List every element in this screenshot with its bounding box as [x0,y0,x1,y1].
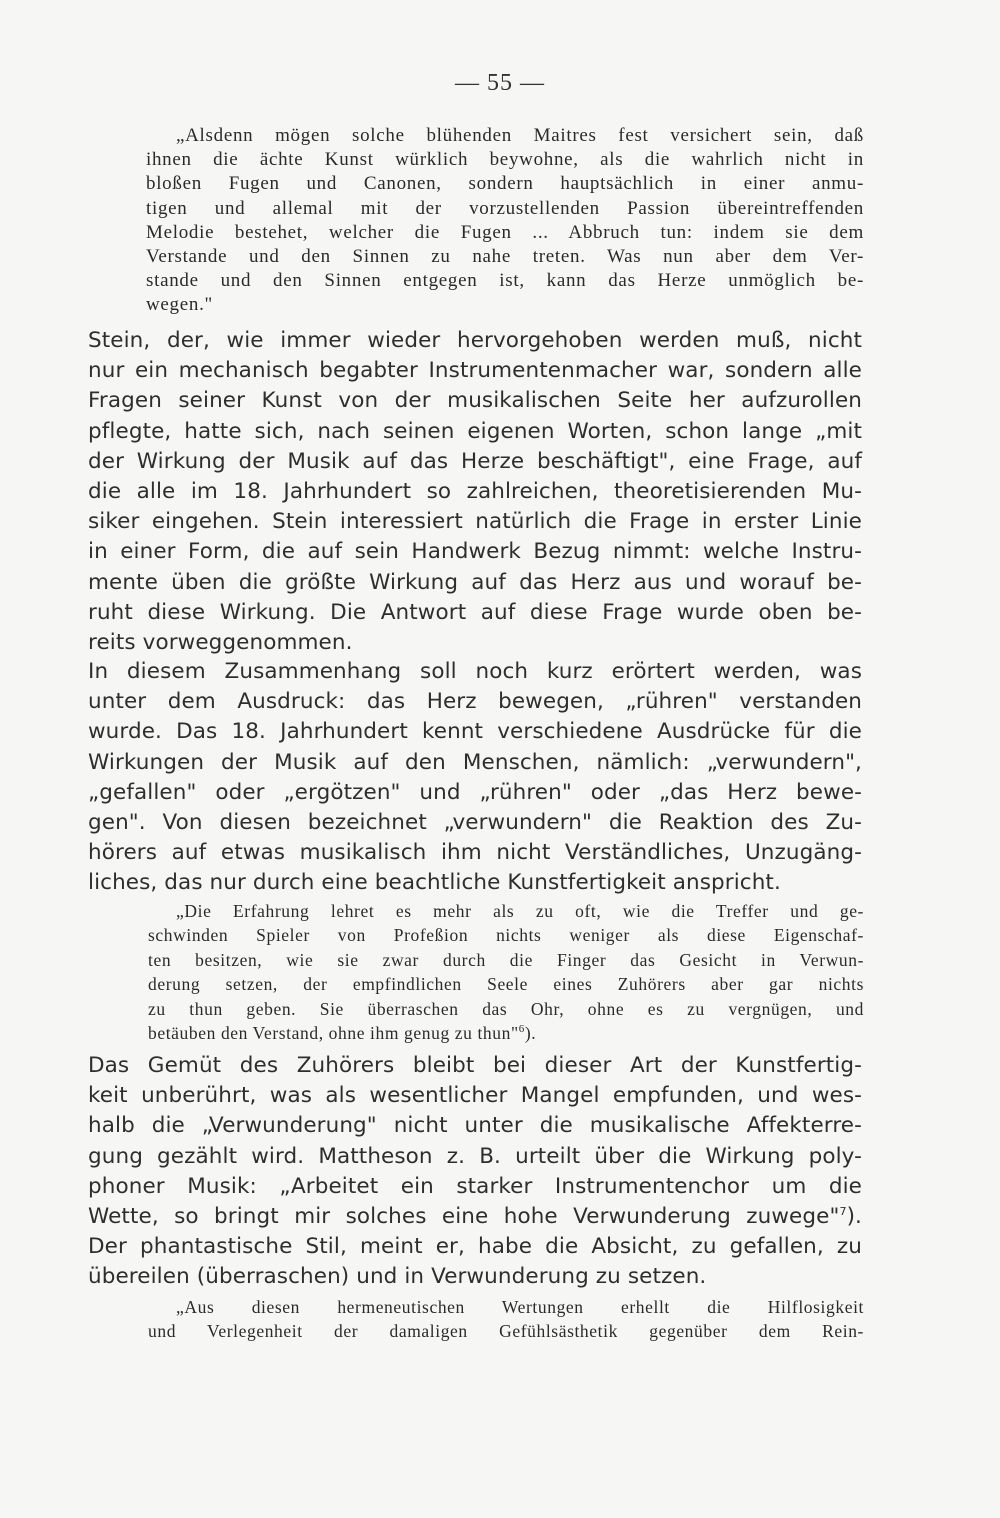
quote-line-end: ). [524,1023,537,1044]
quote-line: wegen." [146,294,213,316]
page-number: — 55 — [455,70,545,96]
quote-line: „Die Erfahrung lehret es mehr als zu oft, wie die Treffer und ge- [176,901,864,921]
quote-line: ten besitzen, wie sie zwar durch die Finger das Gesicht in Verwun- [148,949,864,970]
text-line: siker eingehen. Stein interessiert natürlich die Frage in erster Linie [88,509,862,535]
text-line: unter dem Ausdruck: das Herz bewegen, „rühren" verstanden [88,689,862,715]
quote-line: Melodie bestehet, welcher die Fugen ... Abbruch tun: indem sie dem [146,221,864,243]
text-line: nur ein mechanisch begabter Instrumentenmacher war, sondern alle [88,358,862,384]
quote-line: stande und den Sinnen entgegen ist, kann das Herze unmöglich be- [146,270,864,292]
text-line: in einer Form, die auf sein Handwerk Bezug nimmt: welche Instru- [88,539,862,565]
footnote-marker: 7 [839,1204,847,1218]
text-line: „gefallen" oder „ergötzen" und „rühren" oder „das Herz bewe- [88,779,862,805]
footnote-marker: 6 [518,1023,525,1036]
text-line: keit unberührt, was als wesentlicher Mangel empfunden, und wes- [88,1083,862,1109]
text-line: Fragen seiner Kunst von der musikalischen Seite her aufzurollen [88,388,862,414]
block-quote-top [146,124,864,318]
text-line-end: ). [846,1204,862,1230]
text-line: die alle im 18. Jahrhundert so zahlreichen, theoretisierenden Mu- [88,479,862,505]
text-line: wurde. Das 18. Jahrhundert kennt verschiedene Ausdrücke für die [88,719,862,745]
text-line: Wirkungen der Musik auf den Menschen, nämlich: „verwundern", [88,749,862,775]
text-line: In diesem Zusammenhang soll noch kurz erörtert werden, was [88,659,862,684]
quote-line: „Alsdenn mögen solche blühenden Maitres fest versichert sein, daß [176,125,864,146]
quote-line: bloßen Fugen und Canonen, sondern hauptsächlich in einer anmu- [146,173,864,195]
paragraph-gemuet [88,1051,862,1293]
text-line [88,1202,862,1232]
quote-line: ihnen die ächte Kunst würklich beywohne, als die wahrlich nicht in [146,149,864,171]
text-line: übereilen (überraschen) und in Verwunderung zu setzen. [88,1264,707,1290]
quote-line-text: betäuben den Verstand, ohne ihm genug zu thun" [148,1023,519,1044]
text-line: Der phantastische Stil, meint er, habe die Absicht, zu gefallen, zu [88,1234,862,1260]
text-line: hörers auf etwas musikalisch ihm nicht Verständliches, Unzugäng- [88,840,862,866]
text-line: phoner Musik: „Arbeitet ein starker Instrumentenchor um die [88,1173,862,1199]
text-line: ruht diese Wirkung. Die Antwort auf diese Frage wurde oben be- [88,599,862,625]
quote-line: derung setzen, der empfindlichen Seele eines Zuhörers aber gar nichts [148,974,864,995]
paragraph-zusammenhang [88,657,862,899]
text-line: liches, das nur durch eine beachtliche Kunstfertigkeit anspricht. [88,870,781,896]
text-line: halb die „Verwunderung" nicht unter die musikalische Affekterre- [88,1113,862,1139]
quote-line: und Verlegenheit der damaligen Gefühlsästhetik gegenüber dem Rein- [148,1321,864,1342]
paragraph-stein [88,326,862,658]
block-quote-bottom [148,1295,864,1344]
quote-line [148,1021,864,1045]
block-quote-middle [148,899,864,1045]
text-line: gung gezählt wird. Mattheson z. B. urteilt über die Wirkung poly- [88,1143,862,1169]
text-line: mente üben die größte Wirkung auf das Herz aus und worauf be- [88,569,862,595]
quote-line: zu thun geben. Sie überraschen das Ohr, ohne es zu vergnügen, und [148,998,864,1019]
text-line: Das Gemüt des Zuhörers bleibt bei dieser Art der Kunstfertig- [88,1053,862,1078]
text-line: reits vorweggenommen. [88,630,353,656]
quote-line: tigen und allemal mit der vorzustellenden Passion übereintreffenden [146,197,864,219]
text-line: Stein, der, wie immer wieder hervorgehoben werden muß, nicht [88,328,862,353]
quote-line: Verstande und den Sinnen zu nahe treten. Was nun aber dem Ver- [146,246,864,268]
text-line: der Wirkung der Musik auf das Herze beschäftigt", eine Frage, auf [88,448,862,474]
text-line: pflegte, hatte sich, nach seinen eigenen Worten, schon lange „mit [88,418,862,444]
quote-line: „Aus diesen hermeneutischen Wertungen erhellt die Hilflosigkeit [176,1297,864,1317]
text-line-main: Wette, so bringt mir solches eine hohe Verwunderung zuwege" [88,1204,840,1230]
text-line: gen". Von diesen bezeichnet „verwundern" die Reaktion des Zu- [88,810,862,836]
quote-line: schwinden Spieler von Profeßion nichts weniger als diese Eigenschaf- [148,925,864,946]
